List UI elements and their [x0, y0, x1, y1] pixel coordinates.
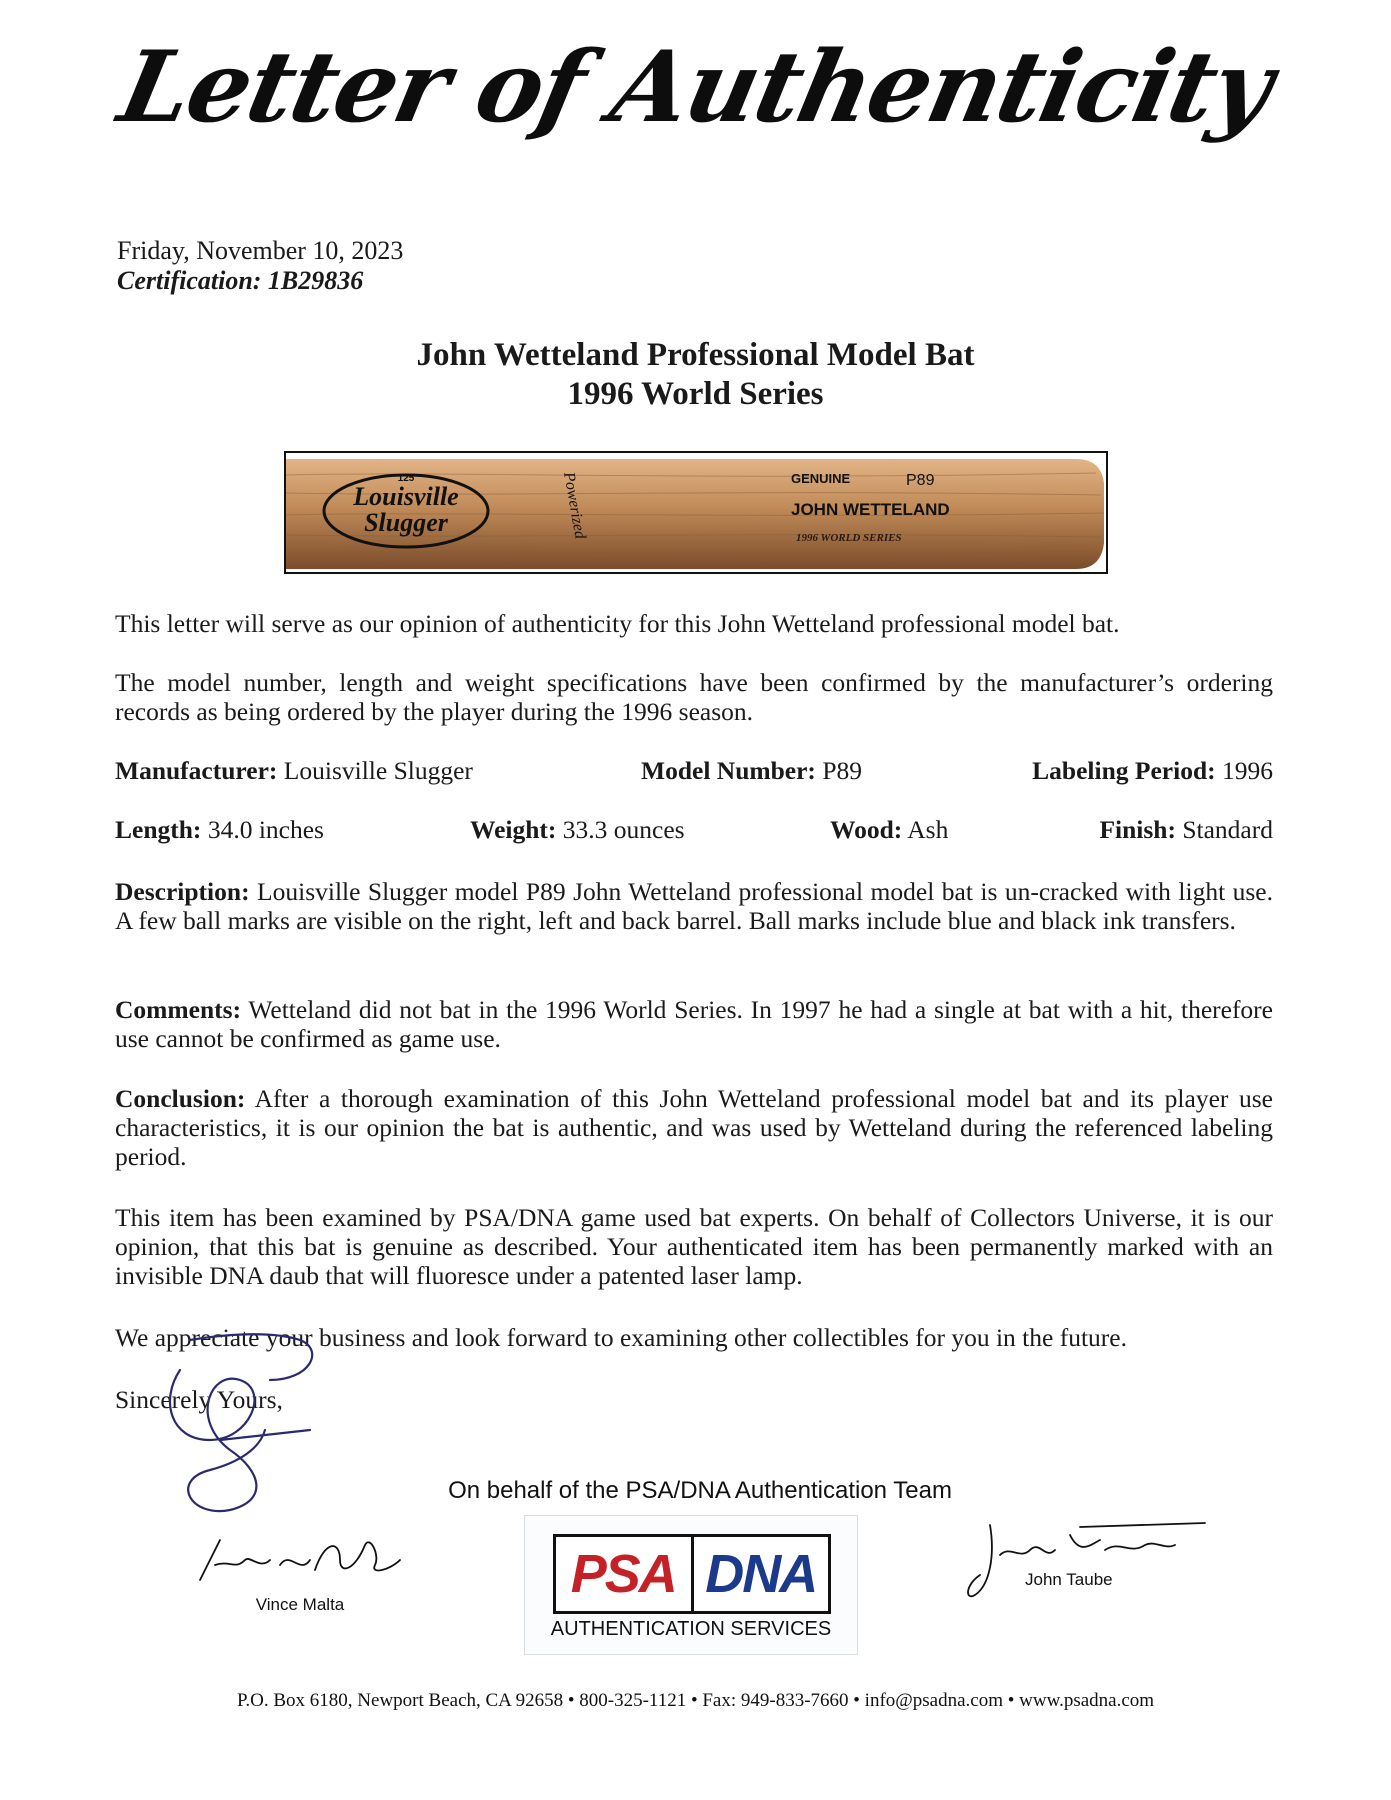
signature-john-taube [960, 1515, 1210, 1605]
spec-wood-label: Wood: [830, 815, 903, 844]
description-text: Louisville Slugger model P89 John Wetteland professional model bat is un-cracked with light use. A few ball marks are visible on the right, left and back barrel. Ball marks include blue and black ink transfers. [115, 877, 1273, 935]
certification-number: Certification: 1B29836 [117, 266, 364, 295]
spec-weight [470, 815, 685, 845]
spec-finish-value: Standard [1175, 815, 1273, 844]
spec-manufacturer-label: Manufacturer: [115, 756, 278, 785]
spec-weight-value: 33.3 ounces [556, 815, 685, 844]
spec-weight-label: Weight: [470, 815, 557, 844]
letter-date: Friday, November 10, 2023 [117, 236, 404, 265]
signer-right [955, 1515, 1215, 1610]
appreciate-paragraph: We appreciate your business and look forward to examining other collectibles for you in the future. [115, 1323, 1127, 1352]
conclusion-paragraph [115, 1084, 1273, 1171]
comments-paragraph [115, 995, 1273, 1053]
bat-brand-small: 125 [397, 473, 415, 484]
intro-paragraph: This letter will serve as our opinion of authenticity for this John Wetteland professional model bat. [115, 609, 1120, 638]
bat-stamp-model: P89 [906, 472, 935, 489]
specs-confirmed-paragraph: The model number, length and weight specifications have been confirmed by the manufacturer’s ordering records as being ordered by the player during the 1996 season. [115, 668, 1273, 726]
spec-labeling-label: Labeling Period: [1032, 756, 1216, 785]
spec-model-label: Model Number: [641, 756, 816, 785]
specs-row-2 [115, 815, 1273, 845]
spec-finish-label: Finish: [1099, 815, 1176, 844]
spec-manufacturer-value: Louisville Slugger [277, 756, 473, 785]
handwritten-signature [150, 1330, 330, 1525]
spec-wood-value: Ash [902, 815, 949, 844]
description-paragraph [115, 877, 1273, 935]
item-title-line2: 1996 World Series [567, 376, 824, 412]
spec-model-value: P89 [815, 756, 862, 785]
closing-salutation: Sincerely Yours, [115, 1385, 283, 1414]
psa-logo-text: PSA [556, 1537, 694, 1611]
signer-left [180, 1530, 420, 1615]
spec-wood [830, 815, 948, 845]
spec-labeling-period [1032, 756, 1273, 786]
bat-image [286, 453, 1106, 572]
item-title [0, 336, 1391, 414]
signature-vince-malta [190, 1530, 410, 1590]
examined-paragraph: This item has been examined by PSA/DNA game used bat experts. On behalf of Collectors Universe, it is our opinion, that this bat is genuine as described. Your authenticated item has been permanently marked with an invisible DNA daub that will fluoresce under a patented laser lamp. [115, 1203, 1273, 1290]
logo-subtitle: AUTHENTICATION SERVICES [550, 1618, 832, 1640]
signer-right-name: John Taube [1025, 1570, 1113, 1589]
comments-text: Wetteland did not bat in the 1996 World Series. In 1997 he had a single at bat with a hit, therefore use cannot be confirmed as game use. [115, 995, 1273, 1053]
bat-photo [284, 451, 1108, 574]
footer-contact: P.O. Box 6180, Newport Beach, CA 92658 • 800-325-1121 • Fax: 949-833-7660 • info@psadna.com • www.psadna.com [236, 1690, 1155, 1711]
bat-stamp-series: 1996 WORLD SERIES [796, 532, 902, 544]
conclusion-label: Conclusion: [115, 1084, 246, 1113]
spec-manufacturer [115, 756, 473, 786]
team-heading: On behalf of the PSA/DNA Authentication Team [448, 1477, 952, 1504]
spec-length [115, 815, 324, 845]
psa-dna-logo [524, 1515, 858, 1655]
signer-left-name: Vince Malta [255, 1595, 345, 1614]
spec-length-label: Length: [115, 815, 202, 844]
bat-stamp-genuine: GENUINE [791, 471, 851, 486]
description-label: Description: [115, 877, 250, 906]
spec-finish [1099, 815, 1273, 845]
dna-logo-text: DNA [705, 1544, 817, 1604]
bat-stamp-player: JOHN WETTELAND [791, 500, 950, 519]
letter-meta [117, 236, 403, 296]
bat-brand-line1: Louisville [353, 482, 459, 511]
bat-brand-line2: Slugger [364, 508, 448, 537]
conclusion-text: After a thorough examination of this John Wetteland professional model bat and its player use characteristics, it is our opinion the bat is authentic, and was used by Wetteland during the referenced labeling period. [115, 1084, 1273, 1171]
item-title-line1: John Wetteland Professional Model Bat [416, 337, 975, 373]
spec-length-value: 34.0 inches [201, 815, 324, 844]
letterhead-title: Letter of Authenticity [109, 30, 1281, 145]
spec-labeling-value: 1996 [1215, 756, 1273, 785]
comments-label: Comments: [115, 995, 242, 1024]
specs-row-1 [115, 756, 1273, 786]
bat-powerized: Powerized [560, 470, 589, 541]
spec-model-number [641, 756, 862, 786]
